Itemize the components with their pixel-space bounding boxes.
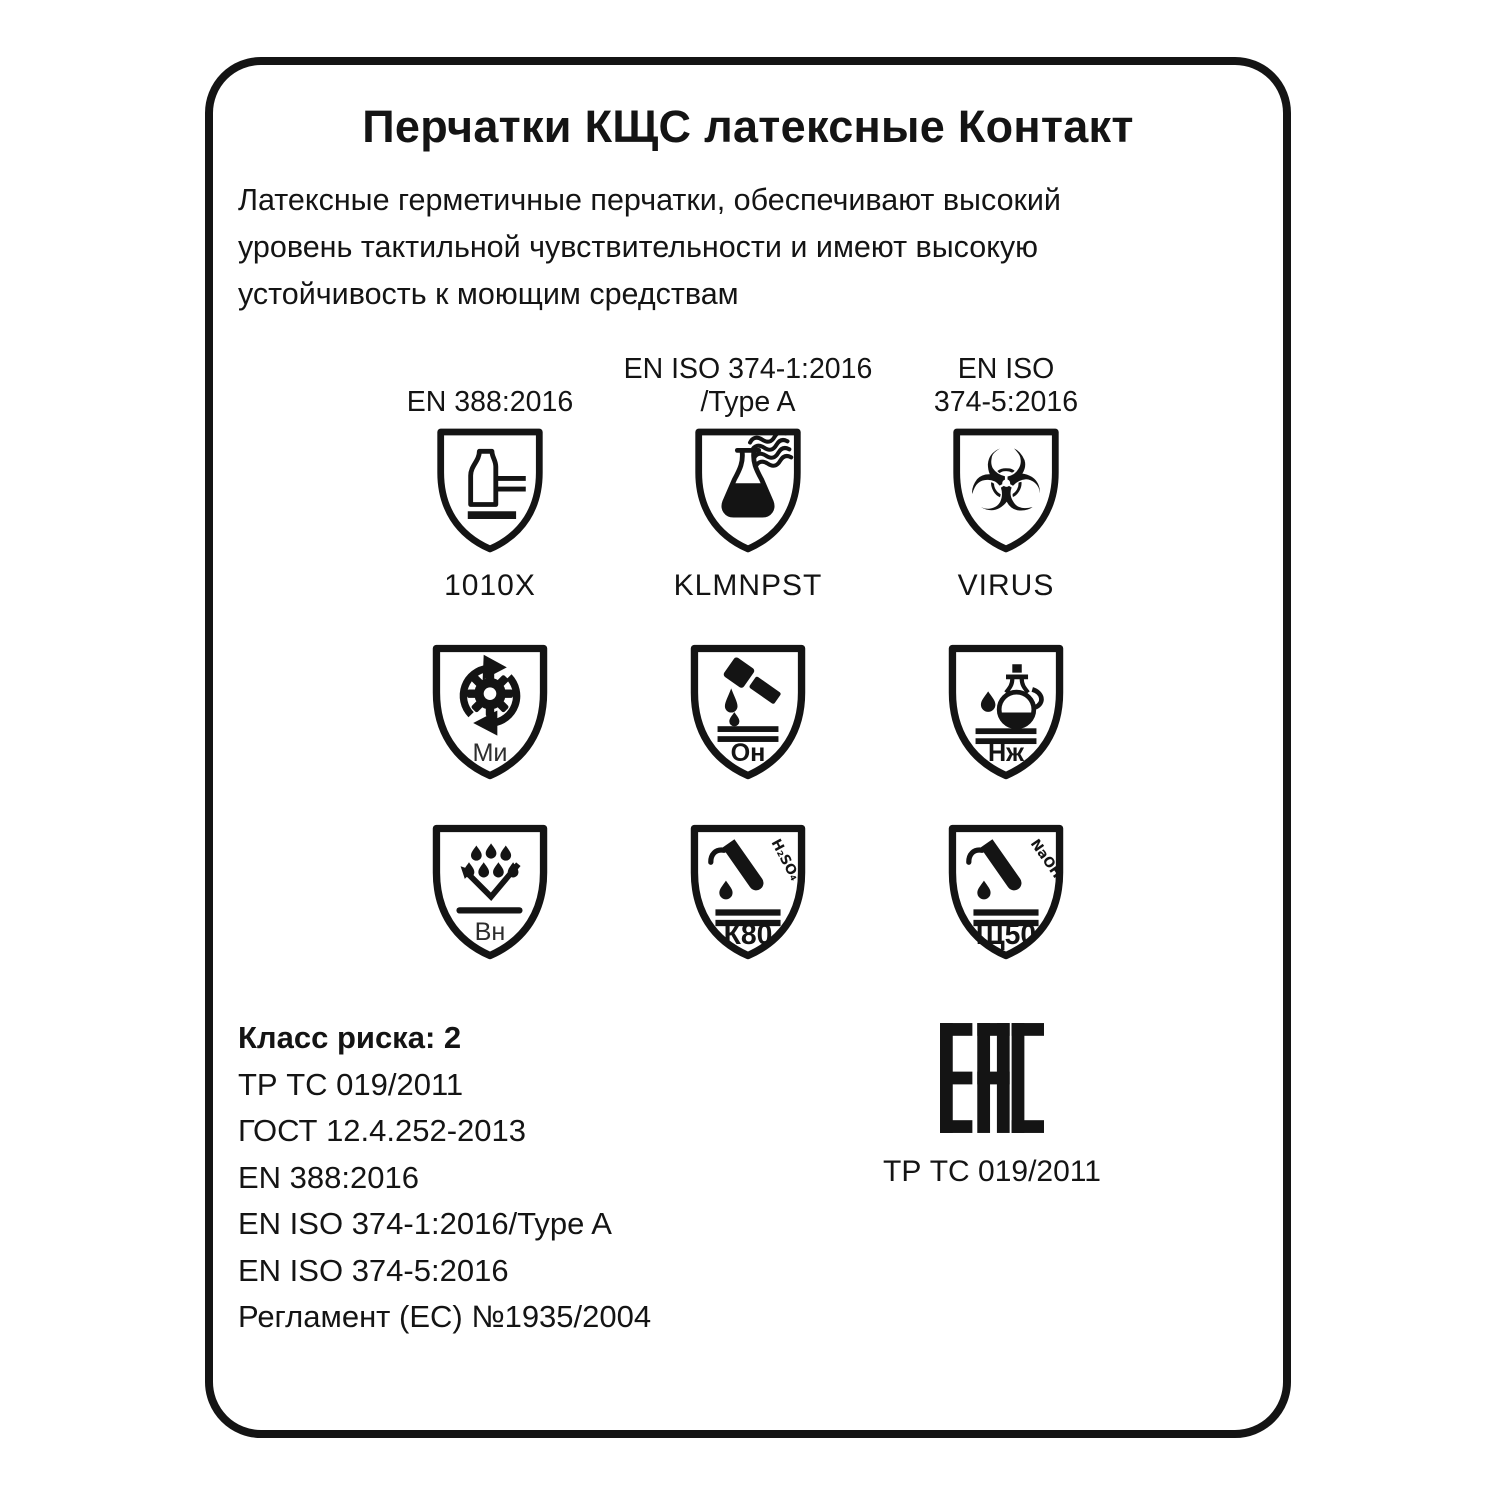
compliance-standard: ГОСТ 12.4.252-2013 (238, 1113, 527, 1148)
cert-alkali (877, 821, 1135, 962)
eac-letter-e (940, 1023, 972, 1133)
alkali-chemical-label: NaOH (1026, 836, 1066, 882)
protection-code: VIRUS (957, 569, 1055, 602)
product-label-card (205, 57, 1291, 1438)
abrasion-shield (432, 425, 548, 555)
description-line: уровень тактильной чувствительности и имеют высокую (238, 230, 1039, 264)
alkali-resistance-shield (943, 821, 1069, 962)
product-description (238, 177, 1255, 318)
marking-label: Он (730, 738, 766, 767)
acid-chemical-label: H₂SO₄ (767, 836, 803, 884)
marking-label: Щ50 (975, 919, 1037, 951)
product-title: Перчатки КЩС латексные Контакт (362, 101, 1134, 152)
compliance-standard: EN 388:2016 (238, 1159, 419, 1195)
marking-label: Нж (987, 738, 1025, 767)
standard-label: EN ISO 374-1:2016 /Type A (623, 353, 873, 418)
description-line: устойчивость к моющим средствам (238, 277, 739, 311)
water-repellent-shield (427, 821, 553, 962)
oils-fats-shield (943, 641, 1069, 782)
marking-label: К80 (723, 919, 773, 951)
eac-letter-a (977, 1023, 1009, 1133)
mechanical-hazards-shield (427, 641, 553, 782)
compliance-standard: Регламент (ЕС) №1935/2004 (238, 1299, 652, 1334)
eac-letter-c (1012, 1023, 1044, 1133)
compliance-standard: EN ISO 374-1:2016/Type A (238, 1206, 612, 1241)
eac-certification (862, 1023, 1122, 1189)
protection-code: KLMNPST (673, 569, 823, 602)
compliance-block (238, 1015, 651, 1341)
marking-label: Вн (474, 917, 506, 946)
biohazard-shield (948, 425, 1064, 555)
cert-acid (619, 821, 877, 962)
cert-eniso374-1 (619, 353, 877, 603)
certification-row-3 (213, 821, 1283, 962)
cert-water (361, 821, 619, 962)
cert-mechanical (361, 641, 619, 782)
compliance-standard: ТР ТС 019/2011 (238, 1066, 464, 1102)
marking-label: Ми (472, 738, 508, 767)
eac-logo-icon (940, 1023, 1044, 1133)
compliance-standard: EN ISO 374-5:2016 (238, 1252, 509, 1288)
description-line: Латексные герметичные перчатки, обеспечивают высокий (238, 183, 1061, 217)
cert-en388 (361, 353, 619, 603)
certification-row-1 (213, 353, 1283, 603)
chemical-permeation-shield (690, 425, 806, 555)
eac-regulation-label: ТР ТС 019/2011 (883, 1155, 1101, 1188)
protection-code: 1010X (444, 569, 536, 602)
standard-label: EN 388:2016 (406, 386, 574, 418)
cert-eniso374-5 (877, 353, 1135, 603)
cert-oils-fats (877, 641, 1135, 782)
cert-oil-pour (619, 641, 877, 782)
certification-row-2 (213, 641, 1283, 782)
risk-class: Класс риска: 2 (238, 1020, 462, 1055)
acid-resistance-shield (685, 821, 811, 962)
biohazard-icon: ☣ (967, 432, 1045, 532)
oil-pour-shield (685, 641, 811, 782)
standard-label: EN ISO 374-5:2016 (933, 353, 1079, 418)
